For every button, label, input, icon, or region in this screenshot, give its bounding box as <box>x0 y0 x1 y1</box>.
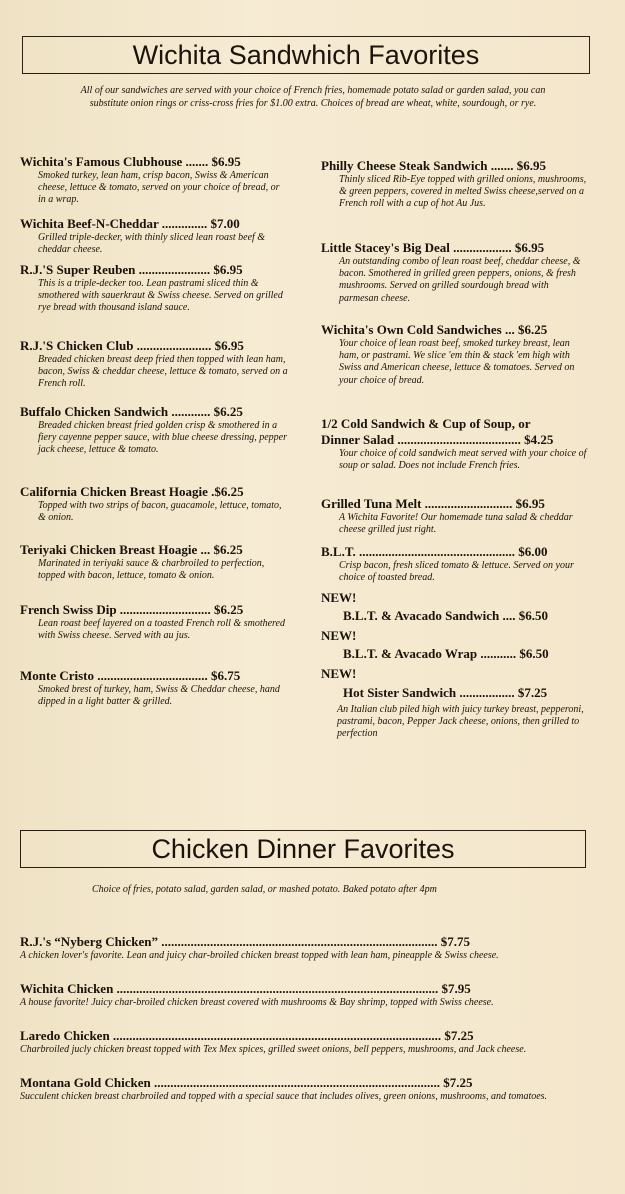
item-description: Thinly sliced Rib-Eye topped with grilled onions, mushrooms, & green peppers, covered in melted Swiss cheese,served on a French roll with a cup of hot Au Jus. <box>339 174 587 210</box>
item-description: Marinated in teriyaki sauce & charbroiled to perfection, topped with bacon, lettuce, tomato & onion. <box>38 558 265 582</box>
item-description: Your choice of cold sandwich meat served with your choice of soup or salad. Does not include French fries. <box>339 448 587 472</box>
item-name: Wichita Beef-N-Cheddar .............. $7.00 <box>20 216 240 231</box>
item-name: Little Stacey's Big Deal .................. $6.95 <box>321 240 545 255</box>
item-name: R.J.'s “Nyberg Chicken” ..................................................................................... $7.75 <box>20 934 470 949</box>
item-name: Wichita Chicken ................................................................................................... $7.95 <box>20 981 471 996</box>
item-description: An outstanding combo of lean roast beef, cheddar cheese, & bacon. Smothered in grilled green peppers, onions, & fresh mushrooms. Served on grilled sourdough bread with parmesan cheese. <box>339 256 581 304</box>
section-intro-chicken: Choice of fries, potato salad, garden salad, or mashed potato. Baked potato after 4pm <box>92 884 437 895</box>
item-name: French Swiss Dip ............................ $6.25 <box>20 602 244 617</box>
item-name: Wichita's Famous Clubhouse ....... $6.95 <box>20 154 241 169</box>
item-name: R.J.'S Super Reuben ...................... $6.95 <box>20 262 243 277</box>
new-label: NEW! <box>321 628 357 643</box>
item-name-line1: 1/2 Cold Sandwich & Cup of Soup, or <box>321 416 531 431</box>
item-name: Wichita's Own Cold Sandwiches ... $6.25 <box>321 322 548 337</box>
item-name: B.L.T. & Avacado Wrap ........... $6.50 <box>343 646 549 661</box>
menu-item <box>321 158 587 240</box>
item-name: B.L.T. ................................................ $6.00 <box>321 544 548 559</box>
item-name: Buffalo Chicken Sandwich ............ $6.25 <box>20 404 243 419</box>
menu-item <box>20 216 288 262</box>
menu-item <box>321 322 587 416</box>
menu-item <box>20 602 288 668</box>
item-description: Crisp bacon, fresh sliced tomato & lettuce. Served on your choice of toasted bread. <box>339 560 574 584</box>
section-title-sandwiches: Wichita Sandwhich Favorites <box>22 36 590 74</box>
item-description: This is a triple-decker too. Lean pastrami sliced thin & smothered with sauerkraut & Swiss cheese. Served on grilled rye bread with thousand island sauce. <box>38 278 283 314</box>
item-name: R.J.'S Chicken Club ....................... $6.95 <box>20 338 244 353</box>
menu-item <box>20 668 288 708</box>
menu-item <box>20 404 288 484</box>
item-description: Your choice of lean roast beef, smoked turkey breast, lean ham, or pastrami. We slice 'em thin & stack 'em high with Swiss and American cheese, lettuce & tomatoes. Served on your choice of bread. <box>339 338 575 386</box>
menu-item <box>20 154 288 216</box>
item-description: Topped with two strips of bacon, guacamole, lettuce, tomato, & onion. <box>38 500 282 524</box>
item-description: Breaded chicken breast deep fried then topped with lean ham, bacon, Swiss & cheddar cheese, lettuce & tomato, served on a French roll. <box>38 354 288 390</box>
item-description: Succulent chicken breast charbroiled and topped with a special sauce that includes olives, green onions, mushrooms, and tomatoes. <box>20 1091 548 1102</box>
menu-item <box>20 542 288 602</box>
item-name: Hot Sister Sandwich ................. $7.25 <box>343 685 548 700</box>
right-menu-column <box>321 158 587 741</box>
section-title-chicken: Chicken Dinner Favorites <box>20 830 586 868</box>
item-description: A chicken lover's favorite. Lean and juicy char-broiled chicken breast topped with lean ham, pineapple & Swiss cheese. <box>20 950 499 961</box>
item-name: Philly Cheese Steak Sandwich ....... $6.95 <box>321 158 546 173</box>
item-name: Grilled Tuna Melt ........................... $6.95 <box>321 496 545 511</box>
menu-item <box>321 416 587 496</box>
menu-item <box>20 338 288 404</box>
item-description: Breaded chicken breast fried golden crisp & smothered in a fiery cayenne pepper sauce, with blue cheese dressing, pepper jack cheese, lettuce & tomato. <box>38 420 287 456</box>
item-name: California Chicken Breast Hoagie .$6.25 <box>20 484 244 499</box>
item-name: Dinner Salad ...................................... $4.25 <box>321 432 554 447</box>
item-description: An Italian club piled high with juicy turkey breast, pepperoni, pastrami, bacon, Pepper Jack cheese, onions, then grilled to perfection <box>337 704 584 740</box>
item-description: Charbroiled jucly chicken breast topped with Tex Mex spices, grilled sweet onions, bell peppers, mushrooms, and Jack cheese. <box>20 1044 527 1055</box>
item-name: Laredo Chicken ..................................................................................................... $7.25 <box>20 1028 474 1043</box>
item-description: A Wichita Favorite! Our homemade tuna salad & cheddar cheese grilled just right. <box>339 512 573 536</box>
menu-item <box>20 484 288 542</box>
item-description: Grilled triple-decker, with thinly sliced lean roast beef & cheddar cheese. <box>38 232 266 256</box>
menu-item <box>20 934 582 963</box>
menu-item <box>321 496 587 544</box>
item-description: A house favorite! Juicy char-broiled chicken breast covered with mushrooms & Bay shrimp, topped with Swiss cheese. <box>20 997 494 1008</box>
menu-item <box>321 240 587 322</box>
menu-item <box>20 1028 582 1057</box>
item-description: Smoked brest of turkey, ham, Swiss & Cheddar cheese, hand dipped in a light batter & grilled. <box>38 684 280 708</box>
menu-item <box>20 262 288 338</box>
new-label: NEW! <box>321 590 357 605</box>
item-name: Monte Cristo .................................. $6.75 <box>20 668 241 683</box>
section-intro-sandwiches: All of our sandwiches are served with your choice of French fries, homemade potato salad or garden salad, you can substitute onion rings or criss-cross fries for $1.00 extra. Choices of bread are wheat, white, sourdough, or rye. <box>80 85 546 109</box>
item-name: Montana Gold Chicken ........................................................................................ $7.25 <box>20 1075 473 1090</box>
item-description: Lean roast beef layered on a toasted French roll & smothered with Swiss cheese. Served with au jus. <box>38 618 285 642</box>
menu-item <box>20 1075 582 1104</box>
item-description: Smoked turkey, lean ham, crisp bacon, Swiss & American cheese, lettuce & tomato, served on your choice of bread, or in a wrap. <box>38 170 280 206</box>
item-name: Teriyaki Chicken Breast Hoagie ... $6.25 <box>20 542 243 557</box>
menu-item <box>321 544 587 590</box>
menu-item <box>20 981 582 1010</box>
new-label: NEW! <box>321 666 357 681</box>
item-name: B.L.T. & Avacado Sandwich .... $6.50 <box>343 608 549 623</box>
left-menu-column <box>20 154 288 708</box>
